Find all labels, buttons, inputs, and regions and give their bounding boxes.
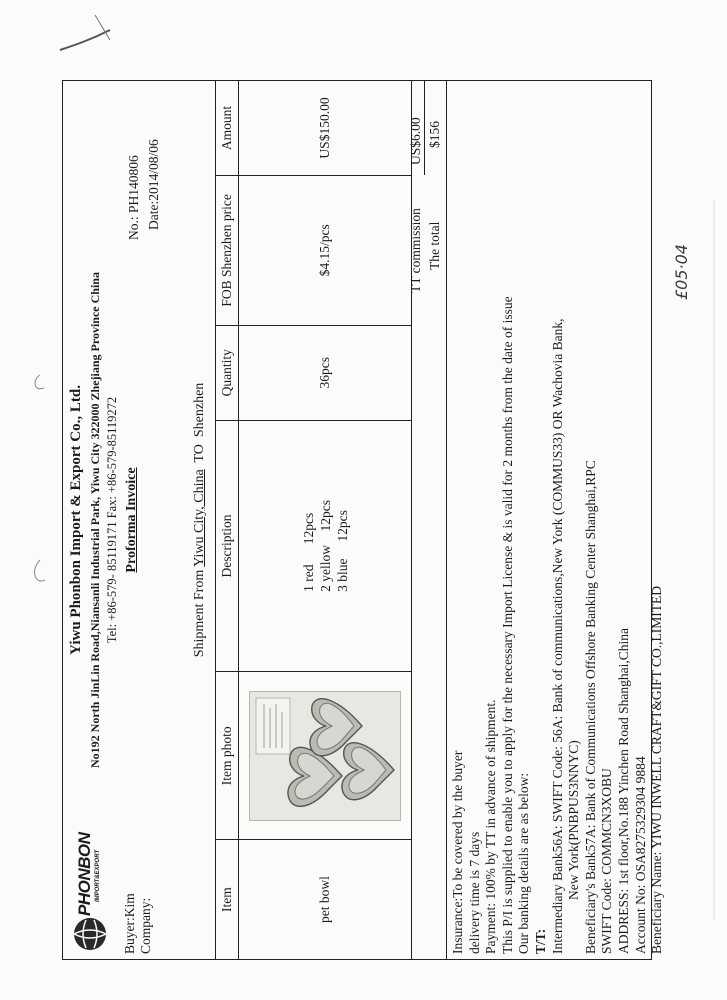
description-line: 2 yellow 12pcs	[317, 500, 333, 592]
header-price: FOB Shenzhen price	[216, 175, 239, 325]
commission-value: US$6.00	[408, 117, 423, 165]
shipment-from: Yiwu City, China	[192, 469, 207, 567]
company-field: Company:	[138, 897, 153, 954]
table-bottom-rule	[446, 80, 447, 960]
commission-label: TT commission	[408, 208, 423, 293]
buyer-field: Buyer:Kim	[122, 893, 137, 954]
header-item-photo: Item photo	[216, 672, 239, 840]
logo-text: PHONBON	[75, 832, 94, 916]
cell-item: pet bowl	[239, 840, 412, 960]
product-photo	[249, 691, 401, 821]
table-header-row	[216, 81, 239, 960]
header-item: Item	[216, 840, 239, 960]
cell-description	[239, 420, 412, 672]
total-value: $156	[427, 121, 442, 148]
banking-title: T/T:	[532, 928, 548, 954]
company-contact: Tel: +86-579- 85119171 Fax: +86-579-85119272	[105, 396, 119, 644]
cell-amount: US$150.00	[239, 81, 412, 176]
terms-line: Payment: 100% by TT in advance of shipment.	[483, 699, 499, 954]
terms-block	[450, 296, 666, 954]
proforma-invoice-sheet	[62, 80, 691, 960]
company-address: No192 North JinLin Road,Niansanli Industrial Park, Yiwu City 322000 Zhejiang Province China	[88, 272, 102, 768]
shipment-route	[192, 80, 208, 960]
description-line: 3 blue 12pcs	[334, 510, 350, 592]
banking-line: SWIFT Code: COMMCN3XOBU	[599, 768, 615, 954]
cell-photo	[239, 672, 412, 840]
header-description: Description	[216, 420, 239, 672]
terms-line: Insurance:To be covered by the buyer	[450, 750, 465, 954]
banking-line: Intermediary Bank56A: SWIFT Code: 56A: Bank of communications,New York (COMMUS33) OR Wachovia Bank,	[549, 318, 565, 954]
heart-bowls-image	[250, 692, 400, 820]
shipment-to: Shenzhen	[192, 382, 207, 438]
shipment-to-label: TO	[192, 437, 207, 470]
banking-line: Beneficiary's Bank57A: Bank of Communications Offshore Banking Center Shanghai,RPC	[582, 460, 598, 954]
total-label: The total	[427, 221, 442, 270]
banking-line: Account No: OSA8275329304 9884	[632, 756, 648, 954]
banking-line: New York(PNBPUS3NNYC)	[566, 740, 582, 954]
terms-line: delivery time is 7 days	[466, 831, 482, 954]
totals-divider	[424, 80, 425, 175]
logo-subtext: IMPORT&EXPORT	[95, 849, 101, 902]
terms-line: Our banking details are as below:	[516, 772, 532, 954]
banking-line: ADDRESS: 1st floor,No.188 Yinchen Road Shanghai,China	[615, 628, 631, 954]
cell-quantity: 36pcs	[239, 325, 412, 420]
invoice-date: Date:2014/08/06	[146, 139, 161, 230]
handwritten-note: £05·04	[672, 244, 691, 300]
header-amount: Amount	[216, 81, 239, 176]
invoice-number: No.: PH140806	[126, 155, 141, 240]
cell-price: $4.15/pcs	[239, 175, 412, 325]
terms-line: This P/I is supplied to enable you to apply for the necessary Import License & is valid for 2 months from the date of issue	[499, 296, 515, 954]
header-quantity: Quantity	[216, 325, 239, 420]
description-line: 1 red 12pcs	[300, 512, 316, 592]
shipment-prefix: Shipment From	[192, 566, 207, 658]
table-row	[239, 81, 412, 960]
company-name: Yiwu Phonbon Import & Export Co., Ltd.	[68, 385, 84, 655]
document-title: Proforma Invoice	[124, 467, 139, 573]
banking-line: Beneficiary Name: YIWU INWELL CRAFT&GIFT CO.,LIMITED	[649, 585, 665, 954]
items-table	[215, 80, 412, 960]
